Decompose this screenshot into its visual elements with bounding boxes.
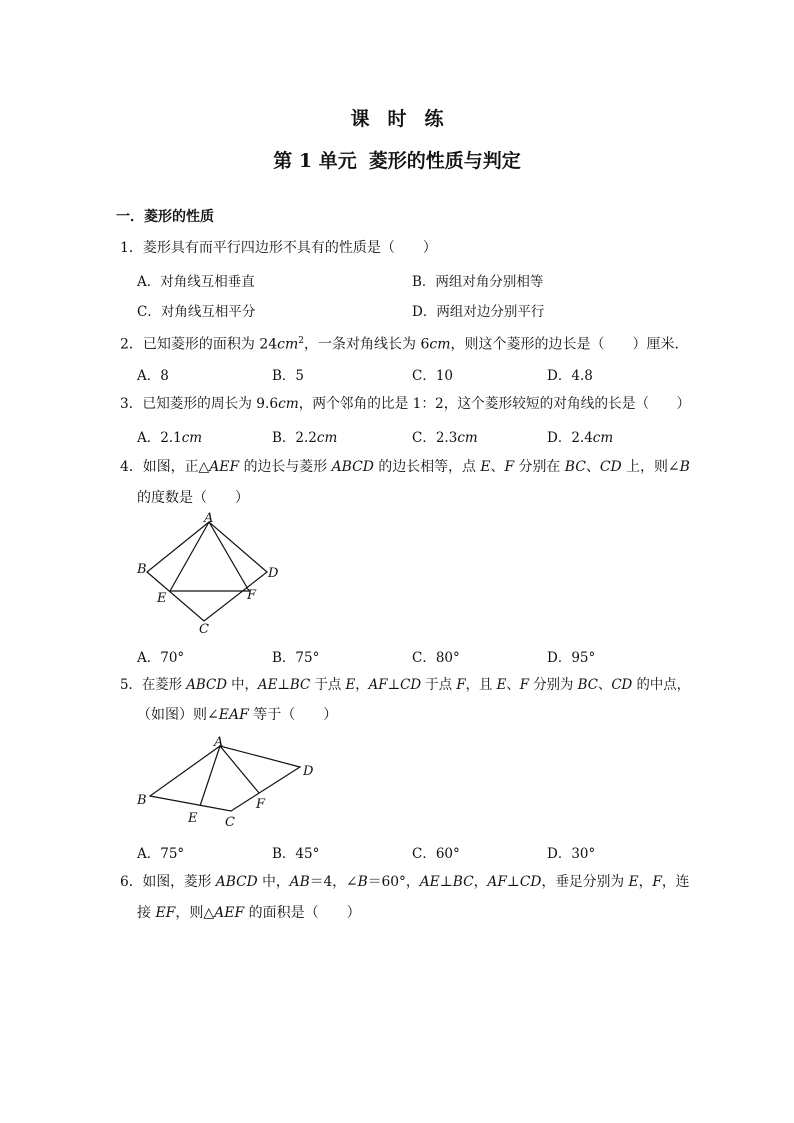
- q5-label-f: F: [256, 797, 266, 812]
- q2-option-c: C．10: [412, 368, 454, 384]
- q3-option-a: A．2.1cm: [137, 430, 203, 446]
- page-subtitle: [0, 146, 794, 173]
- question-5-line1: 5．在菱形 ABCD 中，AE⊥BC 于点 E，AF⊥CD 于点 F，且 E、F 分别为 BC、CD 的中点，: [120, 677, 691, 693]
- q3-option-c: C．2.3cm: [412, 430, 478, 446]
- q5-option-c: C．60°: [412, 846, 460, 862]
- q4-option-d: D．95°: [547, 650, 596, 666]
- q5-label-a: A: [214, 735, 224, 750]
- q4-label-f: F: [247, 588, 257, 603]
- q4-label-d: D: [268, 566, 279, 581]
- q3-option-d: D．2.4cm: [547, 430, 614, 446]
- rhombus-abcd: [150, 746, 300, 811]
- q5-option-b: B．45°: [272, 846, 320, 862]
- q2-option-d: D．4.8: [547, 368, 593, 384]
- rhombus-abcd: [147, 522, 267, 621]
- q5-label-d: D: [303, 764, 314, 779]
- q4-label-a: A: [204, 511, 214, 526]
- q1-option-b: B．两组对角分别相等: [412, 274, 544, 290]
- question-6-line1: 6．如图，菱形 ABCD 中，AB＝4，∠B＝60°，AE⊥BC，AF⊥CD，垂足分别为 E，F，连: [120, 874, 690, 890]
- q4-option-a: A．70°: [137, 650, 185, 666]
- q1-option-d: D．两组对边分别平行: [412, 304, 545, 320]
- q4-label-b: B: [137, 562, 147, 577]
- page-title: 课 时 练: [350, 108, 444, 130]
- q4-label-e: E: [157, 591, 167, 606]
- q4-option-b: B．75°: [272, 650, 320, 666]
- segment-af: [220, 746, 259, 793]
- q5-option-a: A．75°: [137, 846, 185, 862]
- q4-figure: [132, 510, 292, 640]
- question-4-line2: 的度数是（ ）: [137, 490, 249, 506]
- q5-figure: [132, 732, 322, 832]
- q5-option-d: D．30°: [547, 846, 596, 862]
- question-3: 3．已知菱形的周长为 9.6cm，两个邻角的比是 1：2，这个菱形较短的对角线的长是（ ）: [120, 396, 691, 412]
- q1-option-a: A．对角线互相垂直: [137, 274, 255, 290]
- q5-label-c: C: [225, 815, 235, 830]
- topic-label: 菱形的性质与判定: [368, 150, 521, 172]
- question-5-line2: （如图）则∠EAF 等于（ ）: [137, 707, 338, 723]
- q4-option-c: C．80°: [412, 650, 460, 666]
- q4-label-c: C: [199, 622, 209, 637]
- q2-option-b: B．5: [272, 368, 305, 384]
- question-4-line1: 4．如图，正△AEF 的边长与菱形 ABCD 的边长相等，点 E、F 分别在 BC、CD 上，则∠B: [120, 459, 690, 475]
- q5-label-b: B: [137, 793, 147, 808]
- section-heading: 一．菱形的性质: [116, 209, 214, 225]
- q5-label-e: E: [188, 811, 198, 826]
- question-1: 1．菱形具有而平行四边形不具有的性质是（ ）: [120, 240, 437, 256]
- q1-option-c: C．对角线互相平分: [137, 304, 256, 320]
- q2-option-a: A．8: [137, 368, 169, 384]
- question-2: 2．已知菱形的面积为 $24cm^2$，一条对角线长为 6cm，则这个菱形的边长是（ ）厘米．: [120, 336, 689, 353]
- unit-label: 第 1 单元: [273, 150, 357, 172]
- question-6-line2: 接 EF，则△AEF 的面积是（ ）: [137, 905, 361, 921]
- q3-option-b: B．2.2cm: [272, 430, 338, 446]
- triangle-aef: [170, 522, 249, 591]
- segment-ae: [200, 746, 220, 806]
